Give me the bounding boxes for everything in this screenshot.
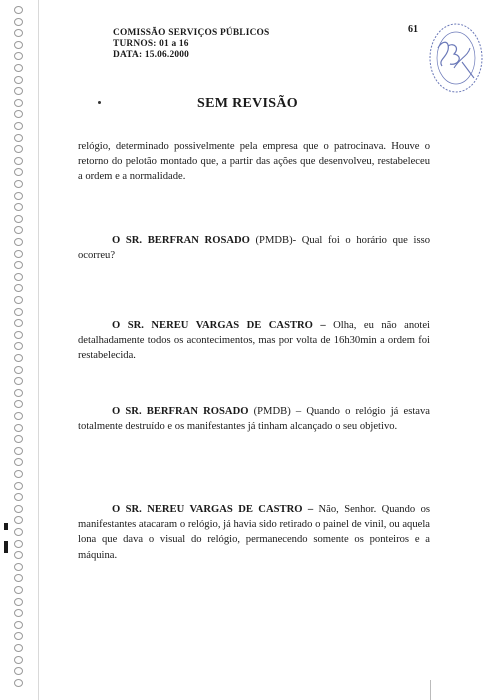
binding-hole (14, 598, 23, 606)
binding-hole (14, 644, 23, 652)
binding-hole (14, 354, 23, 362)
binding-hole (14, 528, 23, 536)
binding-hole (14, 656, 23, 664)
official-stamp-icon (424, 18, 484, 98)
binding-hole (14, 122, 23, 130)
speech-paragraph (78, 233, 430, 263)
speech-text: Não, Senhor. Quando os manifestantes atacaram o relógio, já havia sido retirado o painel de vinil, ou aquela lona que dava o visual do relógio, permanecendo somente os ponteiros e a máquina. (78, 504, 430, 561)
speaker-name: O SR. BERFRAN ROSADO (112, 406, 249, 417)
speaker-name: O SR. NEREU VARGAS DE CASTRO – (112, 320, 326, 331)
binding-hole (14, 134, 23, 142)
binding-hole (14, 29, 23, 37)
binding-hole (14, 215, 23, 223)
binding-hole (14, 331, 23, 339)
binding-hole (14, 308, 23, 316)
binding-hole (14, 505, 23, 513)
speech-text: Olha, eu não anotei detalhadamente todos os acontecimentos, mas por volta de 16h30min a ordem foi restabelecida. (78, 320, 430, 362)
binding-hole (14, 76, 23, 84)
binding-hole (14, 493, 23, 501)
header-commission: COMISSÃO SERVIÇOS PÚBLICOS (113, 28, 270, 38)
binding-hole (14, 563, 23, 571)
binding-hole (14, 203, 23, 211)
page-title: SEM REVISÃO (197, 96, 298, 111)
binding-hole (14, 157, 23, 165)
binding-hole (14, 52, 23, 60)
binding-hole (14, 609, 23, 617)
continuation-paragraph: relógio, determinado possivelmente pela empresa que o patrocinava. Houve o retorno do pelotão montado que, a partir das ações que desenvolveu, restabeleceu a ordem e a normalidade. (78, 141, 430, 183)
header-shifts: TURNOS: 01 a 16 (113, 39, 189, 49)
binding-hole (14, 250, 23, 258)
speech-paragraph (78, 502, 430, 563)
scan-mark (430, 680, 431, 700)
margin-mark (4, 541, 8, 553)
binding-hole (14, 87, 23, 95)
binding-hole (14, 447, 23, 455)
binding-hole (14, 516, 23, 524)
binding-hole (14, 632, 23, 640)
speech-text: (PMDB) – Quando o relógio já estava totalmente destruído e os manifestantes já tinham alcançado o seu objetivo. (78, 406, 430, 433)
speech-paragraph (78, 404, 430, 434)
binding-hole (14, 551, 23, 559)
binding-hole (14, 261, 23, 269)
speech-text: (PMDB)- Qual foi o horário que isso ocorreu? (78, 235, 431, 262)
binding-hole (14, 667, 23, 675)
binding-hole (14, 226, 23, 234)
binding-hole (14, 482, 23, 490)
binding-hole (14, 586, 23, 594)
binding-hole (14, 180, 23, 188)
binding-hole (14, 424, 23, 432)
binding-hole (14, 458, 23, 466)
binding-hole (14, 145, 23, 153)
speaker-name: O SR. NEREU VARGAS DE CASTRO – (112, 504, 314, 515)
binding-hole (14, 273, 23, 281)
binding-hole (14, 342, 23, 350)
binding-hole (14, 319, 23, 327)
binding-hole (14, 238, 23, 246)
speaker-name: O SR. BERFRAN ROSADO (112, 235, 250, 246)
binding-hole (14, 41, 23, 49)
binding-hole (14, 168, 23, 176)
binding-hole (14, 540, 23, 548)
binding-hole (14, 621, 23, 629)
speech-paragraph (78, 318, 430, 364)
binding-hole (14, 284, 23, 292)
binding-hole (14, 412, 23, 420)
header-date: DATA: 15.06.2000 (113, 50, 190, 60)
page-number: 61 (408, 24, 418, 35)
binding-hole (14, 574, 23, 582)
binding-hole (14, 6, 23, 14)
binding-hole (14, 400, 23, 408)
binding-hole (14, 470, 23, 478)
binding-hole (14, 377, 23, 385)
binding-hole (14, 435, 23, 443)
binding-hole (14, 389, 23, 397)
binding-hole (14, 366, 23, 374)
binding-hole (14, 296, 23, 304)
margin-mark (4, 523, 8, 530)
binding-hole (14, 64, 23, 72)
binding-hole (14, 192, 23, 200)
binding-hole (14, 18, 23, 26)
document-header (113, 28, 269, 61)
binding-hole (14, 679, 23, 687)
